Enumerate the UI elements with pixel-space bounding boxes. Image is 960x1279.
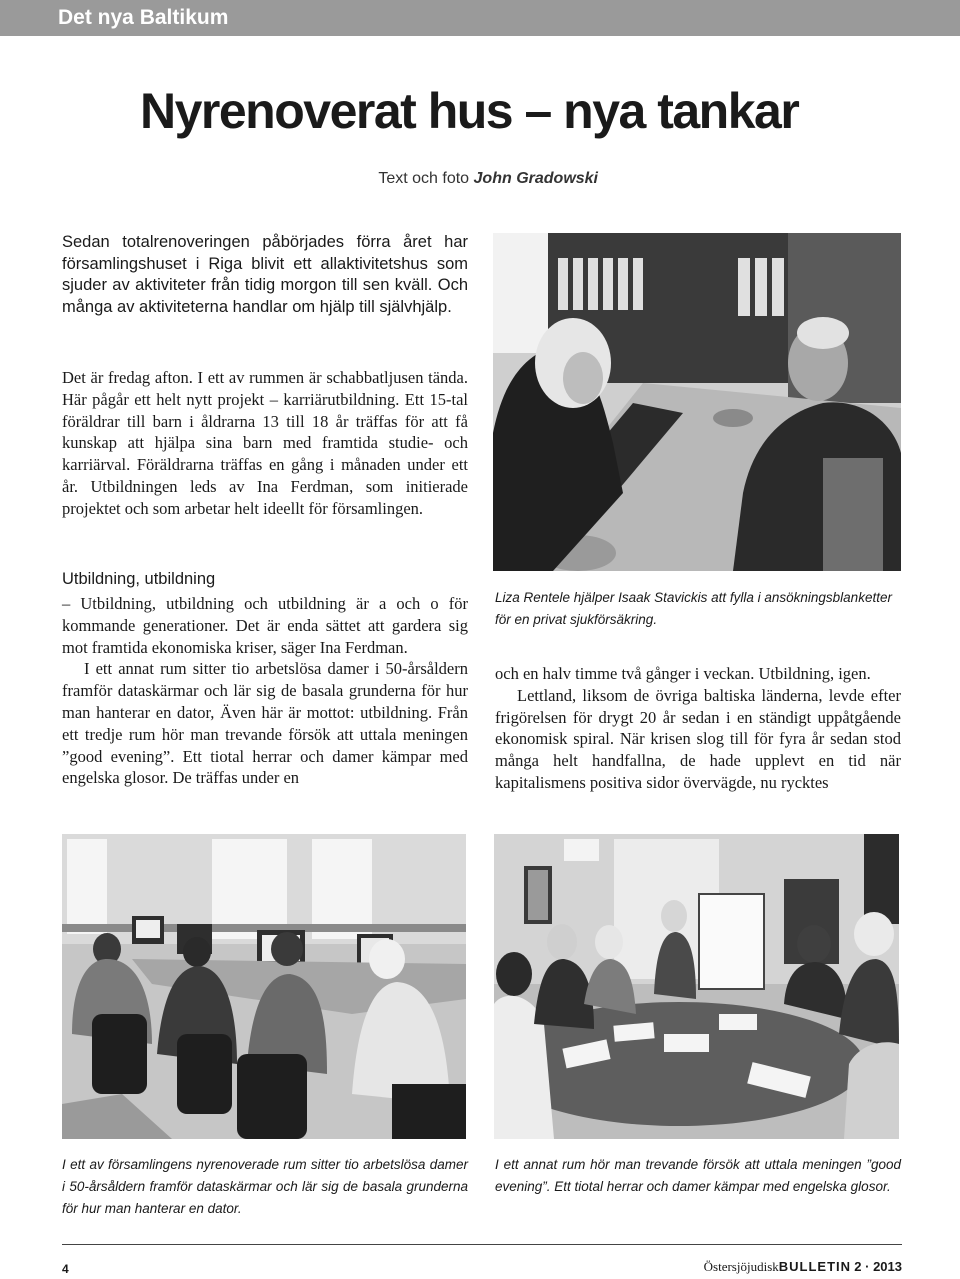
photo-consultation <box>493 233 901 571</box>
section-title: Det nya Baltikum <box>58 6 229 29</box>
article-subhead: Utbildning, utbildning <box>62 570 216 588</box>
byline-prefix: Text och foto <box>378 170 470 187</box>
publication-issue: 2 · 2013 <box>854 1259 902 1274</box>
section-banner <box>0 0 960 36</box>
publication-name: Östersjöjudisk <box>703 1259 779 1274</box>
footer-rule <box>62 1244 902 1245</box>
article-paragraph-4: och en halv timme två gånger i veckan. Utbildning, igen. <box>495 664 871 683</box>
publication-bulletin: BULLETIN <box>778 1259 852 1274</box>
byline <box>378 170 598 188</box>
article-headline: Nyrenoverat hus – nya tankar <box>140 83 799 139</box>
publication-footer <box>704 1259 902 1275</box>
article-paragraph-3: I ett annat rum sitter tio arbetslösa damer i 50-årsåldern framför dataskärmar och lär sig de basala grunderna för hur man hanterar en dator, Även här är mottot: utbildning. Från ett tredje rum hör man trevande försök att uttala meningen ”good evening”. Ett tiotal herrar och damer kämpar med engelska glosor. De träffas under en <box>62 659 468 788</box>
photo-2-caption: I ett av församlingens nyrenoverade rum sitter tio arbetslösa damer i 50-årsåldern framför dataskärmar och lär sig de basala grunderna för hur man hanterar en dator. <box>62 1157 468 1216</box>
byline-author: John Gradowski <box>473 170 598 187</box>
photo-computer-class <box>62 834 466 1139</box>
article-paragraph-2: – Utbildning, utbildning och utbildning är a och o för kommande generationer. Det är enda sättet att gardera sig mot framtida ekonomiska kriser, säger Ina Ferdman. <box>62 594 468 657</box>
article-lead: Sedan totalrenoveringen påbörjades förra året har församlingshuset i Riga blivit ett allaktivitetshus som sjuder av aktiviteter från tidig morgon till sen kväll. Och många av aktiviteterna handlar om hjälp till självhjälp. <box>62 233 468 316</box>
page-number: 4 <box>62 1262 69 1276</box>
photo-english-class <box>494 834 899 1139</box>
article-body-left <box>62 593 468 789</box>
photo-1-caption: Liza Rentele hjälper Isaak Stavickis att fylla i ansökningsblanketter för en privat sjukförsäkring. <box>495 590 892 627</box>
article-paragraph-5: Lettland, liksom de övriga baltiska länderna, levde efter frigörelsen för drygt 20 år sedan i en ständigt uppåtgående ekonomisk spiral. När krisen slog till för fyra år sedan stod många helt handfallna, de hade upplevt en tid när kapitalismens positiva sidor övervägde, nu rycktes <box>495 685 901 792</box>
photo-3-caption: I ett annat rum hör man trevande försök att uttala meningen ”good evening”. Ett tiotal herrar och damer kämpar med engelska glosor. <box>495 1157 901 1194</box>
article-body-right <box>495 663 901 794</box>
article-paragraph-1: Det är fredag afton. I ett av rummen är schabbatljusen tända. Här pågår ett helt nytt projekt – karriärutbildning. Ett 15-tal föräldrar till barn i åldrarna 13 till 18 år träffas för att få kunskap att hjälpa sina barn med framtida studie- och karriärval. Föräldrarna träffas en gång i månaden under ett år. Utbildningen leds av Ina Ferdman, som initierade projektet och som arbetar helt ideellt för församlingen. <box>62 368 468 518</box>
